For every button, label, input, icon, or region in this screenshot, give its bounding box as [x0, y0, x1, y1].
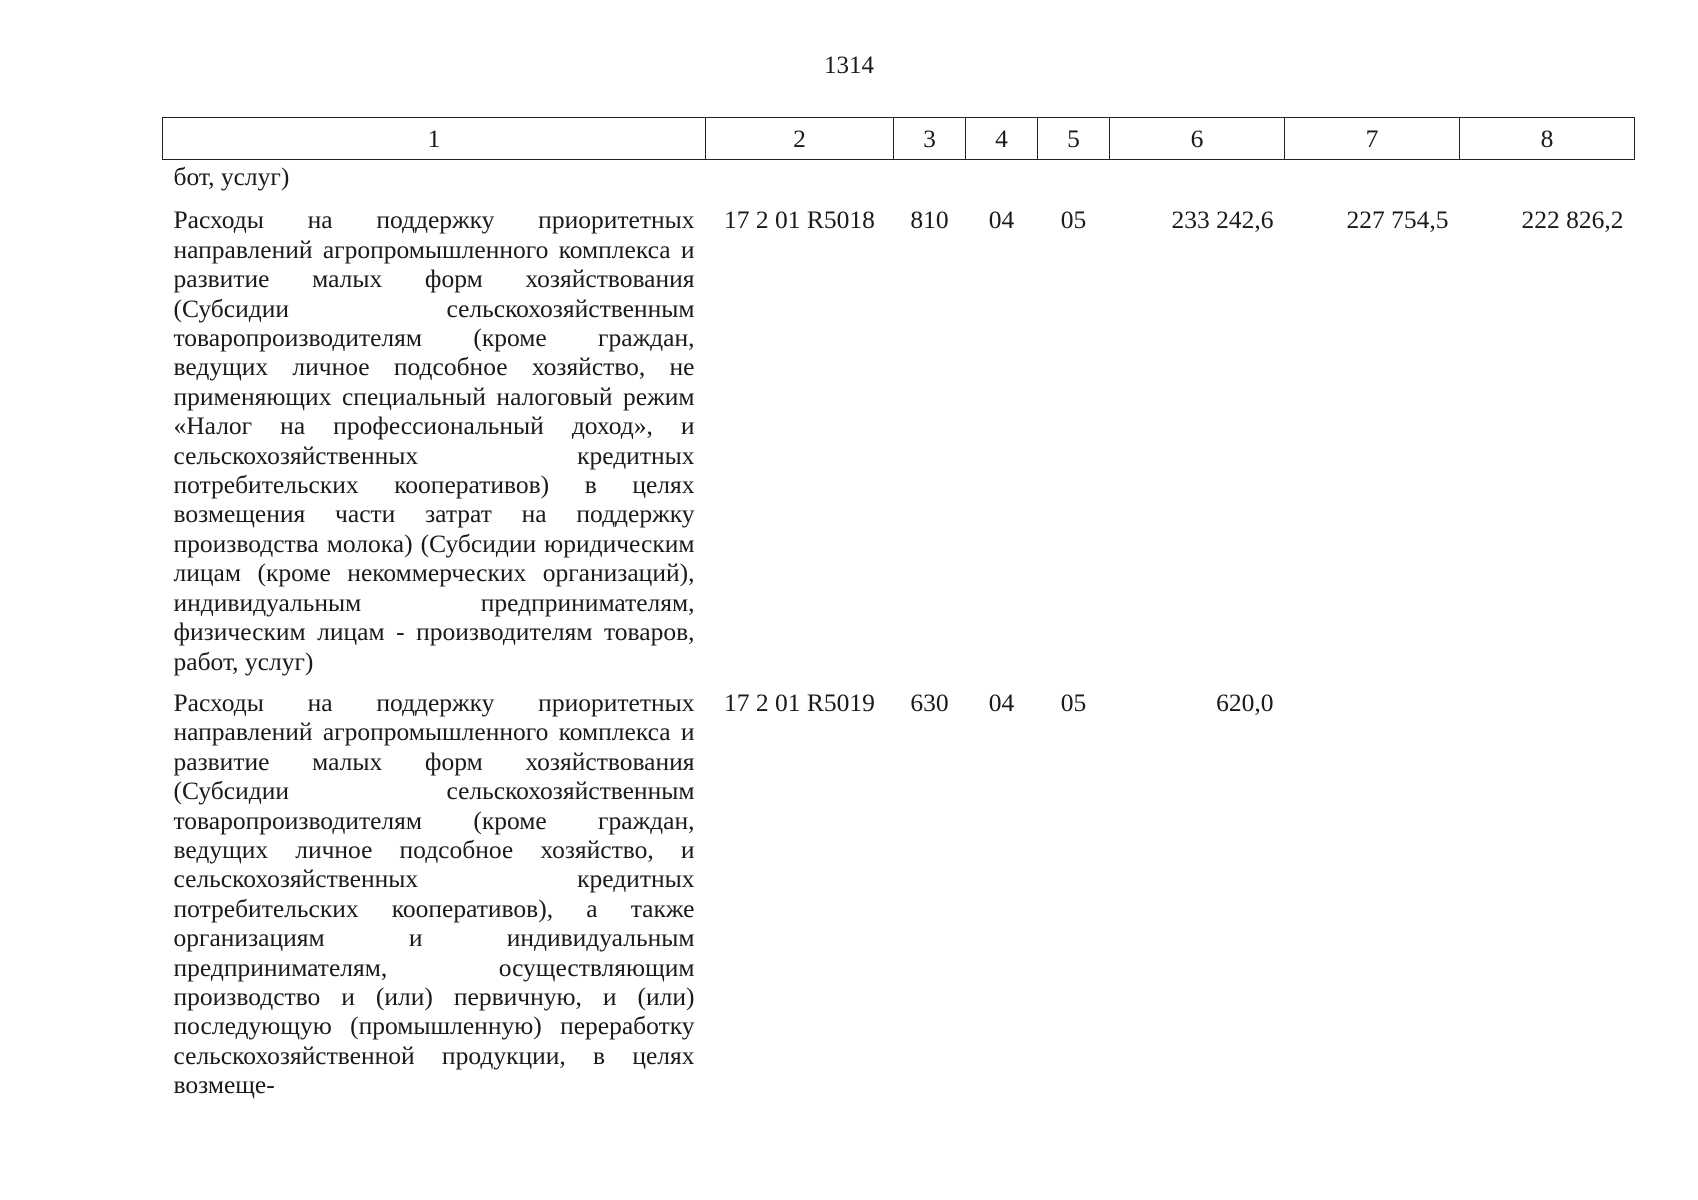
column-header-2: 2 — [706, 118, 894, 160]
column-header-5: 5 — [1038, 118, 1110, 160]
column-header-6: 6 — [1110, 118, 1285, 160]
amount-column-7 — [1285, 684, 1460, 1100]
page-number: 1314 — [824, 52, 874, 79]
column-header-8: 8 — [1460, 118, 1635, 160]
column-header-1: 1 — [163, 118, 706, 160]
continuation-row — [163, 160, 1635, 192]
target-article-code: 17 2 01 R5019 — [724, 687, 875, 717]
header-row — [163, 118, 1635, 160]
row-description: Расходы на поддержку приоритетных направлений агропромышленного комплекса и развитие малых форм хозяйствования (Субсидии сельскохозяйственным товаропроизводителям (кроме граждан, ведущих личное подсобное хозяйство, и сельскохозяйственных кредитных потребительских кооперативов), а также организациям и индивидуальным предпринимателям, осуществляющим производство и (или) первичную, и (или) последующую (промышленную) переработку сельскохозяйственной продукции, в целях возмеще- — [173, 687, 695, 1100]
column-header-7: 7 — [1285, 118, 1460, 160]
budget-table — [162, 117, 1635, 1100]
subsection-code: 05 — [1060, 205, 1087, 235]
section-code: 04 — [988, 687, 1015, 717]
amount-column-6: 233 242,6 — [1171, 205, 1274, 235]
target-article-code: 17 2 01 R5018 — [724, 205, 875, 235]
column-header-3: 3 — [894, 118, 966, 160]
amount-column-6: 620,0 — [1216, 687, 1274, 717]
column-header-4: 4 — [966, 118, 1038, 160]
section-code: 04 — [988, 205, 1015, 235]
expense-type-code: 810 — [910, 205, 949, 235]
row-description: Расходы на поддержку приоритетных направлений агропромышленного комплекса и развитие малых форм хозяйствования (Субсидии сельскохозяйственным товаропроизводителям (кроме граждан, ведущих личное подсобное хозяйство, не применяющих специальный налоговый режим «Налог на профессиональный доход», и сельскохозяйственных кредитных потребительских кооперативов) в целях возмещения части затрат на поддержку производства молока) (Субсидии юридическим лицам (кроме некоммерческих организаций), индивидуальным предпринимателям, физическим лицам - производителям товаров, работ, услуг) — [173, 205, 695, 676]
expense-type-code: 630 — [910, 687, 949, 717]
table-row — [163, 191, 1635, 684]
row-description: бот, услуг) — [173, 162, 290, 191]
amount-column-8: 222 826,2 — [1521, 205, 1624, 235]
table-body — [163, 160, 1635, 1100]
table-header — [163, 118, 1635, 160]
subsection-code: 05 — [1060, 687, 1087, 717]
table-row — [163, 684, 1635, 1100]
amount-column-7: 227 754,5 — [1346, 205, 1449, 235]
amount-column-8 — [1460, 684, 1635, 1100]
